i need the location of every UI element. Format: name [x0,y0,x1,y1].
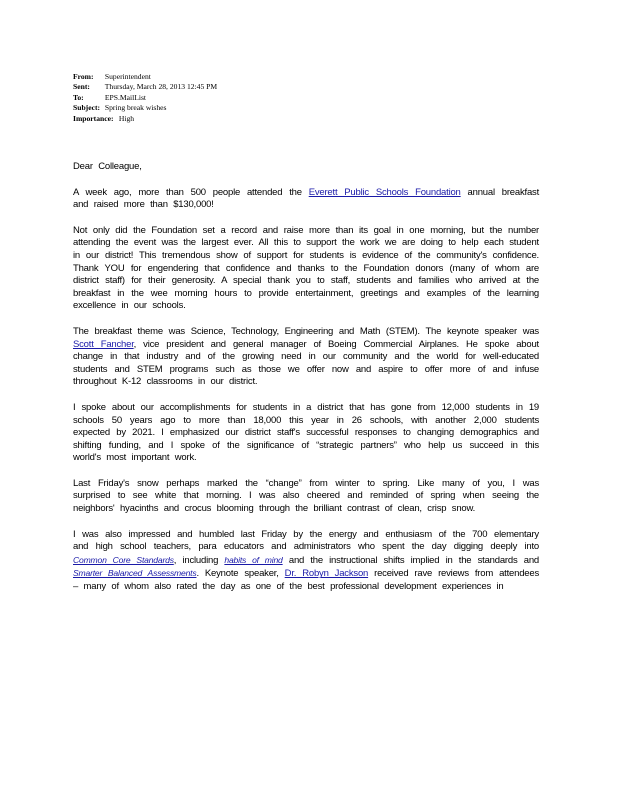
common-core-link[interactable]: Common Core Standards [73,554,174,565]
salutation: Dear Colleague, [73,161,142,172]
p6-text-c: and the instructional shifts implied in the standards and [282,554,539,566]
sent-row [73,82,217,92]
from-label: From: [73,72,94,81]
importance-row [73,114,217,124]
p6-text-a: I was also impressed and humbled last Friday by the energy and enthusiasm of the 700 elementary and high school teachers, para educators and administrators who spent the day digging deeply into [73,528,539,553]
subject-value: Spring break wishes [104,103,167,113]
paragraph-foundation [73,187,539,212]
habits-of-mind-link[interactable]: habits of mind [224,554,283,565]
paragraph-snow: Last Friday's snow perhaps marked the “change” from winter to spring. Like many of you, I was surprised to see white that morning. I was also cheered and reminded of spring when seeing the neighbors' hyacinths and crocus blooming through the brilliant contrast of clean, crisp snow. [73,477,539,515]
subject-label: Subject: [73,103,100,113]
scott-fancher-link[interactable]: Scott Fancher [73,338,134,350]
email-header [73,72,217,124]
smarter-balanced-link[interactable]: Smarter Balanced Assessments [73,568,197,579]
from-row [73,72,217,82]
subject-row [73,103,217,113]
paragraph-accomplishments: I spoke about our accomplishments for students in a district that has gone from 12,000 students in 19 schools 50 years ago to more than 18,000 this year in 26 schools, with another 2,000 students expected by 2021. I emphasized our district staff's successful responses to changing demographics and shifting funding, and I spoke of the significance of “strategic partners” who help us succeed in this world's most important work. [73,401,539,464]
p3-text-a: The breakfast theme was Science, Technology, Engineering and Math (STEM). The keynote speaker was [73,325,539,337]
foundation-link[interactable]: Everett Public Schools Foundation [308,186,461,198]
p6-text-b: , including [173,554,225,566]
p6-text-e: received rave reviews from attendees – many of whom also rated the day as one of the best professional development experiences in [73,568,539,593]
to-value: EPS.MailList [104,92,147,102]
p1-text-a: A week ago, more than 500 people attended the [73,186,309,198]
to-row [73,93,217,103]
p6-text-d: . Keynote speaker, [196,568,285,580]
paragraph-record: Not only did the Foundation set a record and raise more than its goal in one morning, but the number attending the event was the largest ever. All this to support the work we are doing to help each student in our district! This tremendous show of support for students is evidence of the community's confidence. Thank YOU for engendering that confidence and thanks to the Foundation donors (many of whom are district staff) for their generosity. A special thank you to staff, students and families who arrived at the breakfast in the wee morning hours to provide entertainment, greetings and examples of the learning excellence in our schools. [73,224,539,312]
sent-value: Thursday, March 28, 2013 12:45 PM [104,82,218,92]
email-body [73,161,539,607]
importance-label: Importance: [73,113,114,123]
to-label: To: [73,92,84,102]
robyn-jackson-link[interactable]: Dr. Robyn Jackson [284,568,369,580]
p3-text-b: , vice president and general manager of Boeing Commercial Airplanes. He spoke about change in that industry and of the growing need in our community and the world for well-educated students and STEM programs such as those we offer now and aspire to offer more of and infuse throughout K-12 classrooms in our district. [73,338,539,388]
paragraph-breakfast-theme [73,326,539,389]
p1-text-b: annual breakfast and raised more than $130,000! [73,186,540,211]
importance-value: High [118,113,135,123]
sent-label: Sent: [73,82,90,92]
from-value: Superintendent [104,72,151,81]
paragraph-common-core [73,529,539,594]
